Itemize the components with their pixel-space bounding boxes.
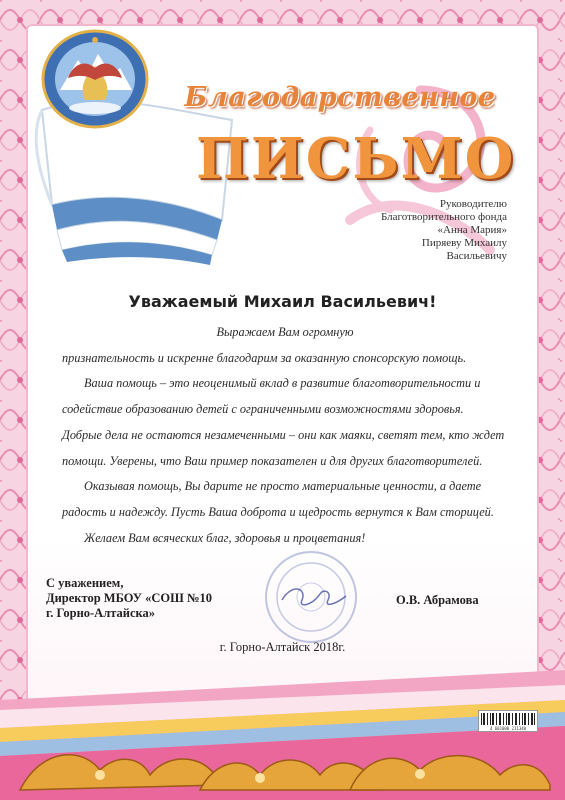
body-line: Добрые дела не остаются незамеченными – они как маяки, светят тем, кто ждет (62, 427, 505, 442)
title-line-2: ПИСЬМО (196, 126, 516, 192)
recipient-line: Пиряеву Михаилу (421, 237, 507, 249)
recipient-line: Васильевичу (446, 250, 507, 262)
recipient-line: Руководителю (439, 198, 507, 210)
barcode-number: 4 601000 211340 (489, 726, 527, 731)
recipient-block (381, 198, 507, 263)
body-line: Выражаем Вам огромную (216, 325, 354, 339)
signature-line: Директор МБОУ «СОШ №10 (46, 591, 213, 605)
recipient-line: Благотворительного фонда (380, 211, 507, 223)
body-line: признательность и искренне благодарим за оказанную спонсорскую помощь. (62, 350, 467, 365)
signature-line: С уважением, (46, 576, 124, 590)
body-line: Ваша помощь – это неоценимый вклад в развитие благотворительности и (84, 376, 481, 391)
signature-line: г. Горно-Алтайска» (46, 606, 156, 620)
body-line: содействие образованию детей с ограниченными возможностями здоровья. (62, 402, 464, 417)
signature-block (46, 576, 212, 621)
body-line: помощи. Уверены, что Ваш пример показателен и для других благотворителей. (62, 453, 483, 468)
stamp-icon (262, 548, 360, 646)
greeting: Уважаемый Михаил Васильевич! (128, 292, 437, 311)
title-line-1: Благодарственное (184, 82, 496, 113)
emblem-icon (40, 28, 150, 130)
letter-body (62, 320, 508, 551)
barcode (478, 710, 538, 732)
body-line: Оказывая помощь, Вы дарите не просто материальные ценности, а даете (84, 479, 482, 494)
body-line: радость и надежду. Пусть Ваша доброта и щедрость вернутся к Вам сторицей. (62, 504, 494, 519)
place-date: г. Горно-Алтайск 2018г. (219, 640, 346, 654)
body-line: Желаем Вам всяческих благ, здоровья и процветания! (84, 530, 366, 545)
barcode-icon (479, 712, 537, 726)
signer-name: О.В. Абрамова (396, 593, 479, 607)
recipient-line: «Анна Мария» (437, 224, 507, 236)
